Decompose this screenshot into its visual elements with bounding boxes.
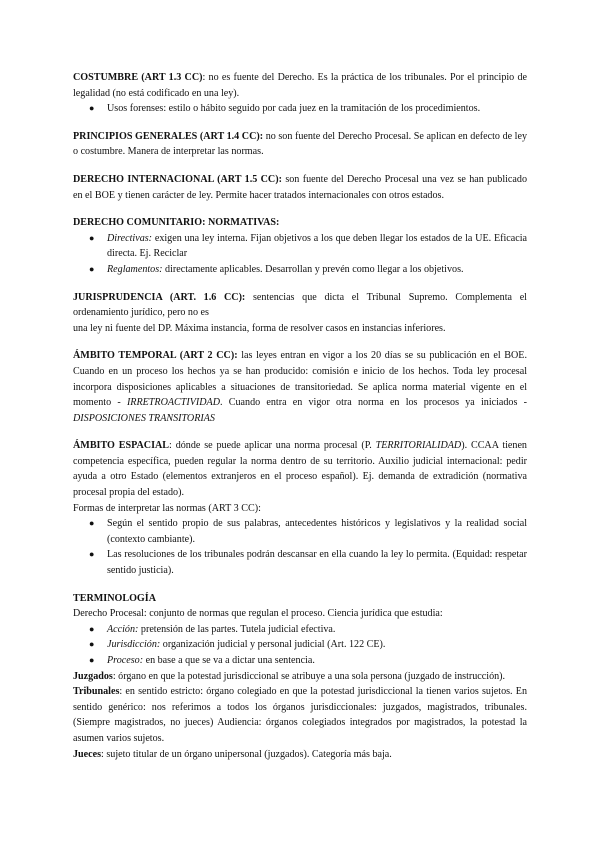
list-item-text: Según el sentido propio de sus palabras, antecedentes históricos y legislativos y la realidad social (contexto cambiante). xyxy=(107,518,527,545)
temporal-paragraph xyxy=(73,348,527,426)
costumbre-text: : no es fuente del Derecho. Es la práctica de los tribunales. Por el principio de legalidad (no está codificado en una ley). xyxy=(73,72,527,99)
list-item-text: Usos forenses: estilo o hábito seguido por cada juez en la tramitación de los procedimientos. xyxy=(107,103,481,115)
tribunales-text: : en sentido estricto: órgano colegiado en que la potestad jurisdiccional la tienen varios sujetos. En sentido genérico: nos referimos a todos los órganos jurisdiccionales: juzgados, magistrados, tribunales. (Siempre magistrados, no jueces) Audiencia: órganos colegiados integrados por magistrados, la potestad la asumen varios sujetos. xyxy=(73,686,527,744)
list-item-term: Acción: xyxy=(107,623,139,635)
tribunales-term: Tribunales xyxy=(73,686,120,698)
juzgados-paragraph xyxy=(73,669,527,685)
bullet-icon: ● xyxy=(89,623,95,634)
list-item-term: Jurisdicción: xyxy=(107,639,161,651)
bullet-icon: ● xyxy=(89,103,95,114)
principios-text: no son fuente del Derecho Procesal. Se aplican en defecto de ley o costumbre. Manera de interpretar las normas. xyxy=(73,130,528,158)
terminologia-list xyxy=(73,622,527,669)
terminologia-heading: TERMINOLOGÍA xyxy=(73,592,157,604)
espacial-text: : dónde se puede aplicar una norma procesal (P. xyxy=(169,440,376,452)
terminologia-intro: Derecho Procesal: conjunto de normas que regulan el proceso. Ciencia jurídica que estudia: xyxy=(73,608,443,620)
temporal-italic-disposiciones: DISPOSICIONES TRANSITORIAS xyxy=(73,412,215,424)
bullet-icon: ● xyxy=(89,263,95,274)
document-body xyxy=(73,70,527,762)
jurisprudencia-continuation: una ley ni fuente del DP. Máxima instancia, forma de resolver casos en instancias inferiores. xyxy=(73,322,446,334)
juzgados-text: : órgano en que la potestad jurisdiccional se atribuye a una sola persona (juzgado de instrucción). xyxy=(112,670,506,682)
list-item-text: exigen una ley interna. Fijan objetivos a los que deben llegar los estados de la UE. Eficacia directa. Ej. Reciclar xyxy=(107,232,527,260)
jurisprudencia-heading: JURISPRUDENCIA (ART. 1.6 CC): xyxy=(73,291,246,303)
list-item xyxy=(73,231,527,262)
list-item xyxy=(73,637,527,653)
comunitario-list xyxy=(73,231,527,278)
list-item-text: organización judicial y personal judicial (Art. 122 CE). xyxy=(160,639,386,651)
list-item-text: Las resoluciones de los tribunales podrán descansar en ella cuando la ley lo permita. (Equidad: respetar sentido justicia). xyxy=(107,549,527,577)
list-item-term: Directivas: xyxy=(107,232,153,244)
bullet-icon: ● xyxy=(89,518,95,529)
costumbre-list xyxy=(73,101,527,117)
terminologia-heading-line xyxy=(73,591,527,607)
bullet-icon: ● xyxy=(89,655,95,665)
bullet-icon: ● xyxy=(89,639,95,650)
list-item-text: en base a que se va a dictar una sentencia. xyxy=(143,655,315,666)
temporal-text: las leyes entran en vigor a los 20 días se su publicación en el BOE. Cuando en un proceso los hechos ya se han producido: comisión e inicio de los hechos. Toda ley procesal incorpora disposiciones aplicables a situaciones de transitoriedad. Se aplica norma material vigente en el momento - xyxy=(73,350,527,409)
list-item xyxy=(73,101,527,117)
espacial-italic: TERRITORIALIDAD xyxy=(375,440,462,452)
temporal-italic-irretroactividad: IRRETROACTIVIDAD xyxy=(126,397,221,409)
formas-list xyxy=(73,516,527,578)
list-item-text: pretensión de las partes. Tutela judicial efectiva. xyxy=(138,623,336,635)
jueces-term: Jueces xyxy=(73,748,102,760)
temporal-heading: ÁMBITO TEMPORAL (ART 2 CC): xyxy=(73,350,238,362)
list-item-term: Reglamentos: xyxy=(107,263,163,275)
juzgados-term: Juzgados xyxy=(73,670,113,682)
principios-paragraph xyxy=(73,129,527,160)
jurisprudencia-text: sentencias que dicta el Tribunal Supremo. Complementa el ordenamiento jurídico, pero no es xyxy=(73,291,527,319)
list-item xyxy=(73,653,527,669)
jueces-text: : sujeto titular de un órgano unipersonal (juzgados). Categoría más baja. xyxy=(101,748,392,760)
list-item xyxy=(73,516,527,547)
espacial-text2: ). CCAA tienen competencia específica, pueden regular la norma dentro de su territorio. Auxilio judicial internacional: pedir ayuda a otro Estado (elementos extranjeros en el proceso español). Ej. demanda de extradición (normativa procesal propia del estado). xyxy=(73,440,527,499)
costumbre-heading: COSTUMBRE (ART 1.3 CC) xyxy=(73,72,203,83)
bullet-icon: ● xyxy=(89,549,95,560)
tribunales-paragraph xyxy=(73,684,527,746)
principios-heading: PRINCIPIOS GENERALES (ART 1.4 CC): xyxy=(73,130,264,142)
temporal-text-mid: . Cuando entra en vigor otra norma en los procesos ya iniciados - xyxy=(220,397,527,409)
internacional-paragraph xyxy=(73,172,527,203)
internacional-text: son fuente del Derecho Procesal una vez se han publicado en el BOE y tienen carácter de ley. Permite hacer tratados internacionales con otros estados. xyxy=(73,173,527,201)
jurisprudencia-paragraph xyxy=(73,290,527,321)
list-item-term: Proceso: xyxy=(107,655,144,666)
bullet-icon: ● xyxy=(89,232,95,243)
costumbre-paragraph xyxy=(73,70,527,101)
comunitario-heading: DERECHO COMUNITARIO: NORMATIVAS: xyxy=(73,217,280,229)
comunitario-paragraph xyxy=(73,215,527,231)
list-item xyxy=(73,262,527,278)
jueces-paragraph xyxy=(73,747,527,763)
espacial-paragraph xyxy=(73,438,527,500)
espacial-heading: ÁMBITO ESPACIAL xyxy=(73,440,170,452)
list-item xyxy=(73,547,527,578)
list-item-text: directamente aplicables. Desarrollan y prevén como llegar a los objetivos. xyxy=(162,263,464,275)
formas-line: Formas de interpretar las normas (ART 3 CC): xyxy=(73,502,261,514)
list-item xyxy=(73,622,527,638)
internacional-heading: DERECHO INTERNACIONAL (ART 1.5 CC): xyxy=(73,173,282,185)
